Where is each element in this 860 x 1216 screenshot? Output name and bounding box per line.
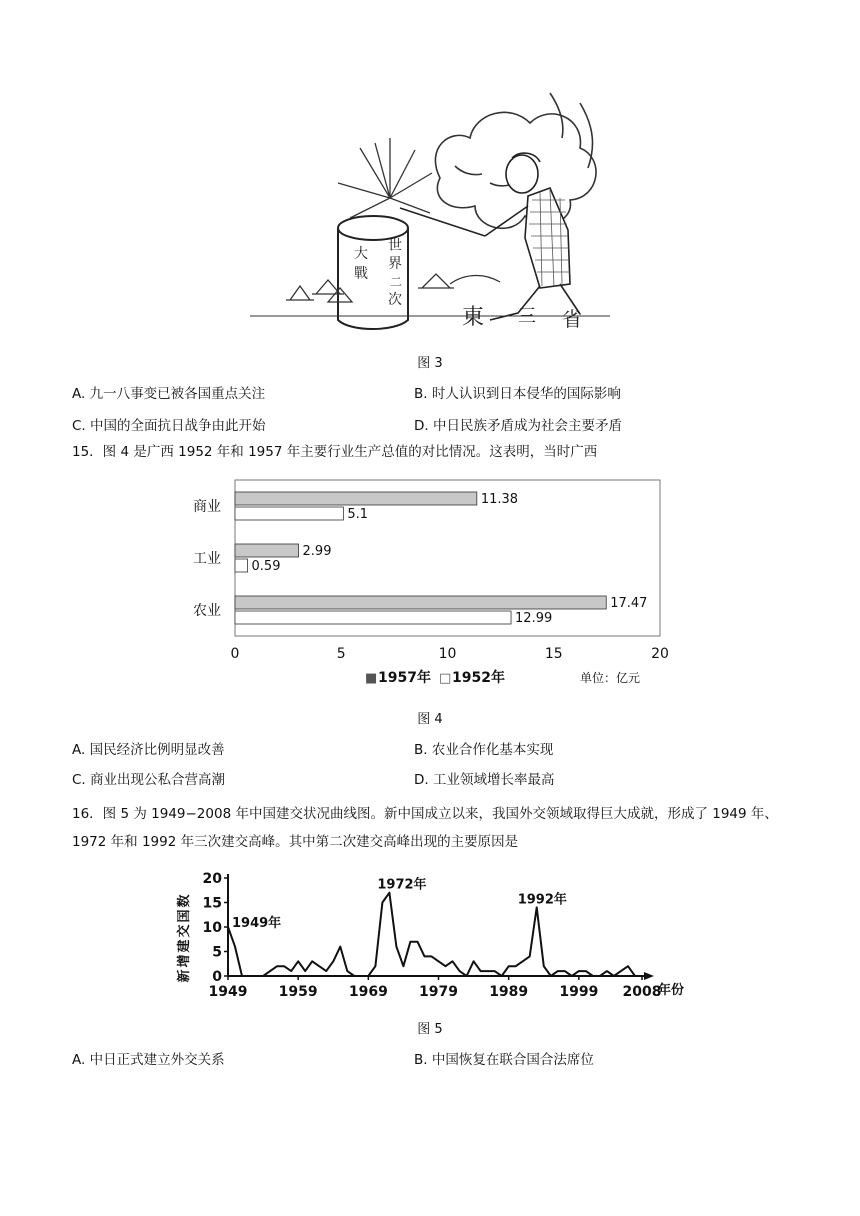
y-axis-label-char-2: 建	[177, 939, 192, 953]
y-axis-label-char-0: 新	[177, 969, 192, 983]
x-tick-label-2: 10	[438, 646, 457, 662]
x-tick-label-6: 2008	[622, 984, 662, 1000]
bar-1957年-1	[235, 544, 299, 557]
canister-char-5: 大	[354, 246, 368, 262]
peak-annotation-1: 1972年	[377, 877, 427, 893]
bar-1952年-1	[235, 559, 248, 572]
canister-char-1: 世	[388, 238, 402, 254]
x-tick-label-2: 1969	[348, 984, 388, 1000]
canister-char-6: 戰	[354, 266, 368, 282]
bar-value-label-1-0: 5.1	[347, 507, 369, 522]
y-tick-label-0: 0	[212, 969, 222, 985]
q15-option-d[interactable]: D. 工业领域增长率最高	[414, 772, 555, 788]
bar-1952年-2	[235, 611, 511, 624]
figure3-caption: 图 3	[417, 356, 443, 371]
q16-option-a[interactable]: A. 中日正式建立外交关系	[72, 1052, 225, 1068]
y-axis-label-char-1: 增	[177, 954, 192, 968]
x-tick-label-3: 1979	[419, 984, 458, 1000]
ground-char-1: 東	[462, 305, 485, 330]
figure5-caption: 图 5	[417, 1022, 443, 1037]
y-axis-label-char-4: 国	[177, 909, 192, 923]
x-tick-label-1: 5	[336, 646, 346, 662]
figure3-cartoon	[250, 88, 612, 340]
q16-stem: 16．图 5 为 1949−2008 年中国建交状况曲线图。新中国成立以来，我国外交领域取得巨大成就，形成了 1949 年、1972 年和 1992 年三次建交高峰。其中第二次建交高峰出现的主要原因是	[72, 806, 778, 850]
q14-option-d[interactable]: D. 中日民族矛盾成为社会主要矛盾	[414, 418, 622, 434]
legend-label-1: 1952年	[452, 670, 505, 686]
figure5-svg	[172, 864, 692, 1004]
y-axis-label-char-5: 数	[177, 894, 192, 908]
q15-stem: 15．图 4 是广西 1952 年和 1957 年主要行业生产总值的对比情况。这表明，当时广西	[72, 444, 598, 460]
bar-value-label-0-0: 11.38	[480, 492, 519, 507]
bar-1957年-2	[235, 596, 606, 609]
series-line	[228, 893, 642, 976]
bar-value-label-1-1: 0.59	[251, 559, 281, 574]
q14-option-b[interactable]: B. 时人认识到日本侵华的国际影响	[414, 386, 621, 402]
x-tick-label-4: 1989	[489, 984, 529, 1000]
q15-option-b[interactable]: B. 农业合作化基本实现	[414, 742, 554, 758]
x-tick-label-0: 0	[230, 646, 240, 662]
y-axis-label-char-3: 交	[177, 924, 192, 938]
category-label-2: 农业	[193, 603, 221, 619]
y-tick-label-2: 10	[202, 920, 222, 936]
legend-label-0: 1957年	[378, 670, 431, 686]
bar-1957年-0	[235, 492, 477, 505]
x-tick-label-5: 1999	[559, 984, 599, 1000]
q15-option-a[interactable]: A. 国民经济比例明显改善	[72, 742, 225, 758]
bar-value-label-0-1: 2.99	[302, 544, 332, 559]
peak-annotation-2: 1992年	[517, 892, 567, 908]
q16-option-b[interactable]: B. 中国恢复在联合国合法席位	[414, 1052, 594, 1068]
bar-value-label-1-2: 12.99	[515, 611, 553, 626]
bar-value-label-0-2: 17.47	[610, 596, 648, 611]
figure5-chart	[172, 864, 692, 1004]
category-label-0: 商业	[193, 499, 221, 515]
figure4-chart	[180, 476, 680, 694]
category-label-1: 工业	[193, 551, 221, 567]
canister-char-2: 界	[388, 256, 402, 272]
legend-marker-1: □	[439, 671, 452, 686]
canister-char-3: 二	[390, 275, 403, 289]
x-tick-label-4: 20	[651, 646, 669, 662]
x-axis-label: 年份	[658, 983, 685, 998]
x-tick-label-0: 1949	[208, 984, 248, 1000]
ground-char-3: 省	[562, 307, 582, 331]
figure4-caption: 图 4	[417, 712, 443, 727]
y-tick-label-4: 20	[202, 871, 222, 887]
cartoon-drawing	[250, 88, 612, 340]
unit-label: 单位：亿元	[580, 671, 641, 685]
q14-option-a[interactable]: A. 九一八事变已被各国重点关注	[72, 386, 266, 402]
q15-option-c[interactable]: C. 商业出现公私合营高潮	[72, 772, 226, 788]
canister-char-4: 次	[388, 292, 402, 308]
q14-option-c[interactable]: C. 中国的全面抗日战争由此开始	[72, 418, 266, 434]
x-axis-arrow	[644, 972, 654, 980]
x-tick-label-3: 15	[544, 646, 563, 662]
ground-char-2: 三	[518, 306, 536, 327]
y-tick-label-3: 15	[202, 895, 222, 912]
y-tick-label-1: 5	[212, 944, 222, 961]
peak-annotation-0: 1949年	[232, 916, 282, 931]
legend-marker-0: ■	[365, 671, 378, 686]
x-tick-label-1: 1959	[278, 984, 318, 1000]
figure4-svg	[180, 476, 680, 694]
bar-1952年-0	[235, 507, 343, 520]
